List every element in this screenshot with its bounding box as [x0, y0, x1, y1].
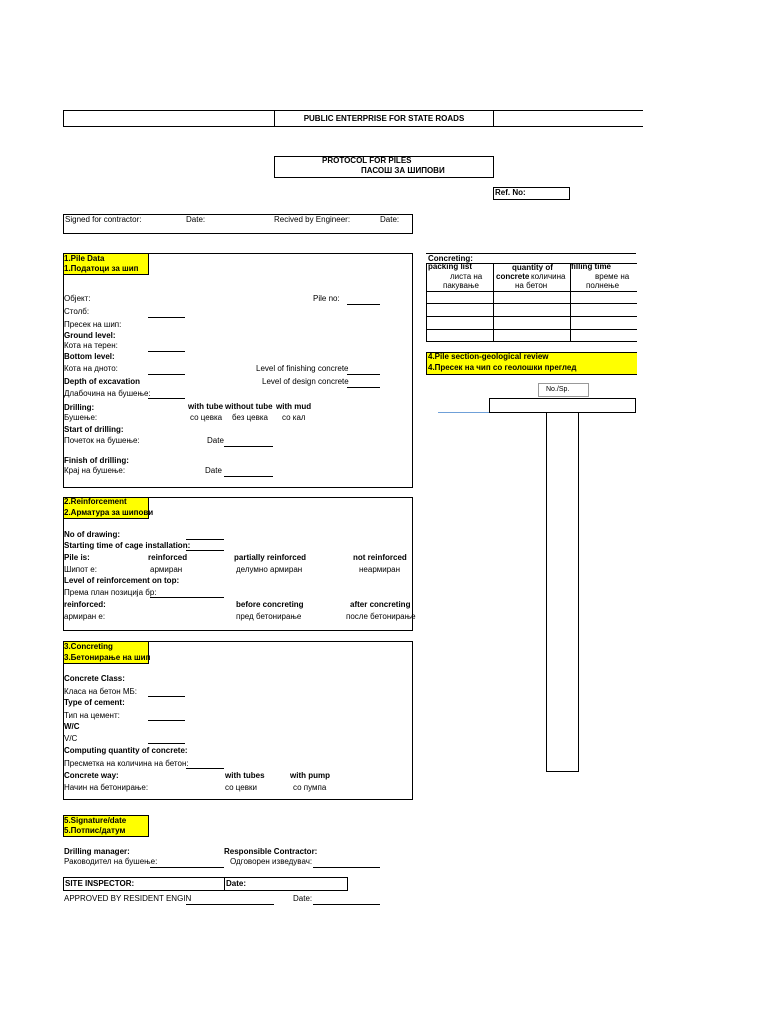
wc-label-mk: V/C: [64, 734, 78, 743]
concreting-table-row-rule-3: [426, 316, 637, 317]
geology-heading-mk: 4.Пресек на чип со геолошки преглед: [428, 363, 577, 372]
drilling-label-mk: Бушење:: [64, 413, 98, 422]
column-field[interactable]: [148, 317, 185, 318]
protocol-title-mk: ПАСОШ ЗА ШИПОВИ: [361, 166, 445, 175]
pile-no-field[interactable]: [347, 304, 380, 305]
finishing-concrete-field[interactable]: [347, 374, 380, 375]
partially-reinforced-option-mk: делумно армиран: [236, 565, 303, 574]
depth-label-mk: Длабочина на бушење:: [64, 389, 151, 398]
pile-data-heading-en: 1.Pile Data: [64, 254, 105, 263]
finish-drilling-label: Finish of drilling:: [64, 456, 129, 465]
concreting-table-top-rule: [426, 253, 636, 254]
finish-date-field[interactable]: [224, 476, 273, 477]
bottom-level-field[interactable]: [148, 374, 185, 375]
depth-label: Depth of excavation: [64, 377, 141, 386]
signed-contractor-label: Signed for contractor:: [65, 215, 142, 224]
with-pump-option-mk: со пумпа: [293, 783, 327, 792]
site-inspector-date-label: Date:: [226, 879, 247, 888]
approved-date-field[interactable]: [313, 904, 380, 905]
start-date-field[interactable]: [224, 446, 273, 447]
col-quantity-mk2: на бетон: [515, 281, 548, 290]
finish-date-label: Date: [205, 466, 222, 475]
approved-date-label: Date:: [293, 894, 313, 903]
geology-header-cell: [489, 398, 636, 413]
signed-date-label: Date:: [186, 215, 206, 224]
level-top-label: Level of reinforcement on top:: [64, 576, 180, 585]
pile-is-label: Pile is:: [64, 553, 90, 562]
drilling-label: Drilling:: [64, 403, 95, 412]
header-cell-right: [493, 110, 643, 127]
concrete-quantity-label: Computing quantity of concrete:: [64, 746, 188, 755]
with-mud-option-mk: со кал: [282, 413, 306, 422]
with-tube-option-mk: со цевка: [190, 413, 223, 422]
reinforced-when-label: reinforced:: [64, 600, 106, 609]
start-drilling-label: Start of drilling:: [64, 425, 124, 434]
section-label: Пресек на шип:: [64, 320, 122, 329]
col-filling-time-mk2: полнење: [586, 281, 620, 290]
start-date-label: Date: [207, 436, 224, 445]
header-enterprise: PUBLIC ENTERPRISE FOR STATE ROADS: [274, 110, 494, 127]
protocol-title-en: PROTOCOL FOR PILES: [322, 156, 412, 165]
ground-level-label: Ground level:: [64, 331, 116, 340]
signature-heading-mk: 5.Потпис/датум: [64, 826, 126, 835]
col-quantity-2: concrete: [496, 272, 530, 281]
drilling-manager-label-mk: Раководител на бушење:: [64, 857, 158, 866]
before-concreting-option-mk: пред бетонирање: [236, 612, 302, 621]
responsible-contractor-field[interactable]: [313, 867, 380, 868]
cage-time-label: Starting time of cage installation:: [64, 541, 191, 550]
with-tube-option[interactable]: with tube: [188, 402, 224, 411]
cage-time-field[interactable]: [186, 550, 224, 551]
without-tube-option[interactable]: without tube: [225, 402, 273, 411]
column-label: Столб:: [64, 307, 90, 316]
plan-position-label: Према план позиција бр:: [64, 588, 157, 597]
cement-type-field[interactable]: [148, 720, 185, 721]
concreting-table-row-rule-2: [426, 303, 637, 304]
drilling-manager-field[interactable]: [150, 867, 224, 868]
reinforcement-heading-en: 2.Reinforcement: [64, 497, 127, 506]
design-concrete-field[interactable]: [347, 387, 380, 388]
approved-label: APPROVED BY RESIDENT ENGIN: [64, 894, 192, 903]
design-concrete-label: Level of design concrete: [262, 377, 349, 386]
no-sp-label: No./Sp.: [546, 386, 570, 393]
received-date-label: Date:: [380, 215, 400, 224]
concrete-way-label: Concrete way:: [64, 771, 119, 780]
bottom-level-label: Bottom level:: [64, 352, 115, 361]
finish-drilling-label-mk: Крај на бушење:: [64, 466, 126, 475]
concreting-table-row-rule-1: [426, 291, 637, 292]
reinforced-option-mk: армиран: [150, 565, 183, 574]
concreting-heading-mk: 3.Бетонирање на шип: [64, 653, 151, 662]
ref-no-label: Ref. No:: [495, 188, 526, 197]
site-inspector-label: SITE INSPECTOR:: [65, 879, 135, 888]
responsible-contractor-label: Responsible Contractor:: [224, 847, 318, 856]
with-mud-option[interactable]: with mud: [276, 402, 312, 411]
received-engineer-label: Recived by Engineer:: [274, 215, 351, 224]
with-tubes-option[interactable]: with tubes: [225, 771, 265, 780]
drawing-no-field[interactable]: [186, 539, 224, 540]
pile-is-label-mk: Шипот е:: [64, 565, 97, 574]
col-packing-list-mk1: листа на: [450, 272, 483, 281]
before-concreting-option[interactable]: before concreting: [236, 600, 304, 609]
concrete-way-label-mk: Начин на бетонирање:: [64, 783, 149, 792]
with-tubes-option-mk: со цевки: [225, 783, 257, 792]
with-pump-option[interactable]: with pump: [290, 771, 330, 780]
concreting-heading-en: 3.Concreting: [64, 642, 113, 651]
signature-heading-en: 5.Signature/date: [64, 816, 127, 825]
pile-no-label: Pile no:: [313, 294, 340, 303]
geology-heading-en: 4.Pile section-geological review: [428, 352, 549, 361]
col-filling-time-mk1: време на: [595, 272, 630, 281]
reinforced-option[interactable]: reinforced: [148, 553, 188, 562]
partially-reinforced-option[interactable]: partially reinforced: [234, 553, 307, 562]
wc-label: W/C: [64, 722, 80, 731]
plan-position-field[interactable]: [150, 597, 224, 598]
object-label: Објект:: [64, 294, 91, 303]
concrete-class-label-mk: Класа на бетон МБ:: [64, 687, 138, 696]
header-cell-left: [63, 110, 275, 127]
approved-field[interactable]: [186, 904, 274, 905]
start-drilling-label-mk: Почеток на бушење:: [64, 436, 140, 445]
col-packing-list-mk2: пакување: [443, 281, 479, 290]
depth-field[interactable]: [148, 398, 185, 399]
wc-field[interactable]: [148, 743, 185, 744]
ground-level-label-mk: Кота на терен:: [64, 341, 118, 350]
pile-data-heading-mk: 1.Податоци за шип: [64, 264, 139, 273]
concrete-class-label: Concrete Class:: [64, 674, 125, 683]
drilling-manager-label: Drilling manager:: [64, 847, 130, 856]
concreting-table-title: Concreting:: [428, 254, 473, 263]
without-tube-option-mk: без цевка: [232, 413, 268, 422]
responsible-contractor-label-mk: Одговорен изведувач:: [230, 857, 313, 866]
not-reinforced-option-mk: неармиран: [359, 565, 401, 574]
concreting-table-row-rule-4: [426, 329, 637, 330]
reinforcement-heading-mk: 2.Арматура за шипови: [64, 508, 154, 517]
concrete-class-field[interactable]: [148, 696, 185, 697]
not-reinforced-option[interactable]: not reinforced: [353, 553, 407, 562]
concrete-quantity-field[interactable]: [186, 768, 224, 769]
ground-level-field[interactable]: [148, 351, 185, 352]
bottom-level-label-mk: Кота на дното:: [64, 364, 118, 373]
col-packing-list: packing list: [428, 262, 473, 271]
after-concreting-option[interactable]: after concreting: [350, 600, 411, 609]
drawing-no-label: No of drawing:: [64, 530, 120, 539]
after-concreting-option-mk: после бетонирање: [346, 612, 416, 621]
concrete-quantity-label-mk: Пресметка на количина на бетон:: [64, 759, 189, 768]
finishing-concrete-label: Level of finishing concrete: [256, 364, 349, 373]
col-quantity-mk1: количина: [531, 272, 566, 281]
pile-section-column: [546, 412, 579, 772]
cement-type-label-mk: Тип на цемент:: [64, 711, 120, 720]
col-filling-time: filling time: [571, 262, 611, 271]
col-quantity: quantity of: [512, 263, 553, 272]
reinforced-when-label-mk: армиран е:: [64, 612, 106, 621]
cement-type-label: Type of cement:: [64, 698, 125, 707]
